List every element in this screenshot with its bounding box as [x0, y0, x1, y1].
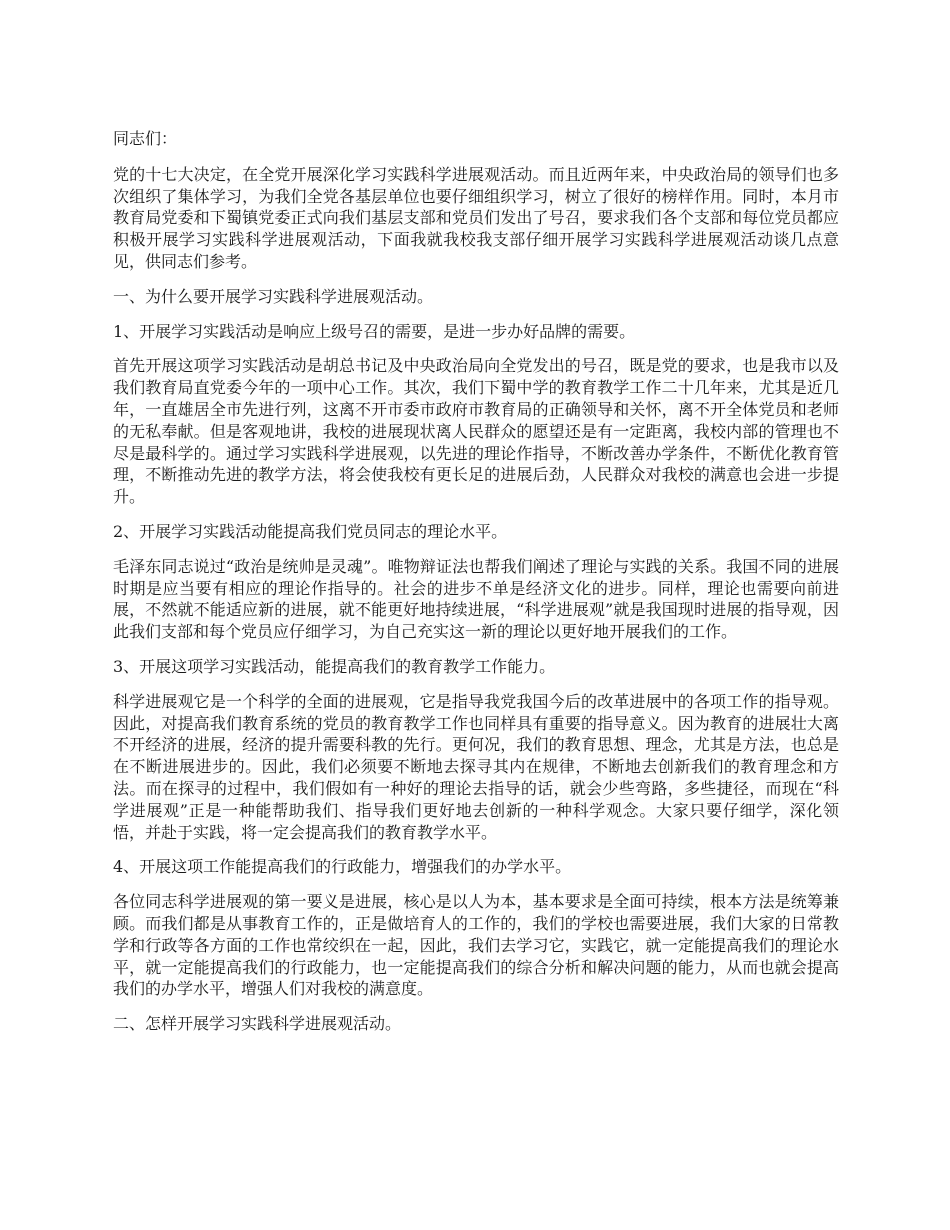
paragraph-2: 毛泽东同志说过“政治是统帅是灵魂”。唯物辩证法也帮我们阐述了理论与实践的关系。我国不同的进展时期是应当要有相应的理论作指导的。社会的进步不单是经济文化的进步。同样，理论也需要向前进展，不然就不能适应新的进展，就不能更好地持续进展，“科学进展观”就是我国现时进展的指导观，因此我们支部和每个党员应仔细学习，为自己充实这一新的理论以更好地开展我们的工作。 [113, 556, 839, 642]
section-heading-2: 二、怎样开展学习实践科学进展观活动。 [113, 1014, 402, 1034]
subheading-3: 3、开展这项学习实践活动，能提高我们的教育教学工作能力。 [113, 656, 556, 676]
subheading-2: 2、开展学习实践活动能提高我们党员同志的理论水平。 [113, 521, 508, 541]
paragraph-intro: 党的十七大决定，在全党开展深化学习实践科学进展观活动。而且近两年来，中央政治局的领导们也多次组织了集体学习，为我们全党各基层单位也要仔细组织学习，树立了很好的榜样作用。同时，本月市教育局党委和下蜀镇党委正式向我们基层支部和党员们发出了号召，要求我们各个支部和每位党员都应积极开展学习实践科学进展观活动，下面我就我校我支部仔细开展学习实践科学进展观活动谈几点意见，供同志们参考。 [113, 164, 839, 271]
paragraph-3: 科学进展观它是一个科学的全面的进展观，它是指导我党我国今后的改革进展中的各项工作的指导观。因此，对提高我们教育系统的党员的教育教学工作也同样具有重要的指导意义。因为教育的进展壮大离不开经济的进展，经济的提升需要科教的先行。更何况，我们的教育思想、理念，尤其是方法，也总是在不断进展进步的。因此，我们必须要不断地去探寻其内在规律，不断地去创新我们的教育理念和方法。而在探寻的过程中，我们假如有一种好的理论去指导的话，就会少些弯路，多些捷径，而现在“科学进展观”正是一种能帮助我们、指导我们更好地去创新的一种科学观念。大家只要仔细学，深化领悟，并赴于实践，将一定会提高我们的教育教学水平。 [113, 691, 839, 842]
document-body [113, 128, 839, 1048]
paragraph-4: 各位同志科学进展观的第一要义是进展，核心是以人为本，基本要求是全面可持续，根本方法是统筹兼顾。而我们都是从事教育工作的，正是做培育人的工作的，我们的学校也需要进展，我们大家的日常教学和行政等各方面的工作也常绞织在一起，因此，我们去学习它，实践它，就一定能提高我们的理论水平，就一定能提高我们的行政能力，也一定能提高我们的综合分析和解决问题的能力，从而也就会提高我们的办学水平，增强人们对我校的满意度。 [113, 892, 839, 999]
subheading-4: 4、开展这项工作能提高我们的行政能力，增强我们的办学水平。 [113, 857, 572, 877]
subheading-1: 1、开展学习实践活动是响应上级号召的需要，是进一步办好品牌的需要。 [113, 321, 636, 341]
section-heading-1: 一、为什么要开展学习实践科学进展观活动。 [113, 286, 434, 306]
greeting: 同志们： [113, 129, 178, 148]
paragraph-1: 首先开展这项学习实践活动是胡总书记及中央政治局向全党发出的号召，既是党的要求，也是我市以及我们教育局直党委今年的一项中心工作。其次，我们下蜀中学的教育教学工作二十几年来，尤其是近几年，一直雄居全市先进行列，这离不开市委市政府市教育局的正确领导和关怀，离不开全体党员和老师的无私奉献。但是客观地讲，我校的进展现状离人民群众的愿望还是有一定距离，我校内部的管理也不尽是最科学的。通过学习实践科学进展观，以先进的理论作指导，不断改善办学条件，不断优化教育管理，不断推动先进的教学方法，将会使我校有更长足的进展后劲，人民群众对我校的满意也会进一步提升。 [113, 356, 839, 507]
